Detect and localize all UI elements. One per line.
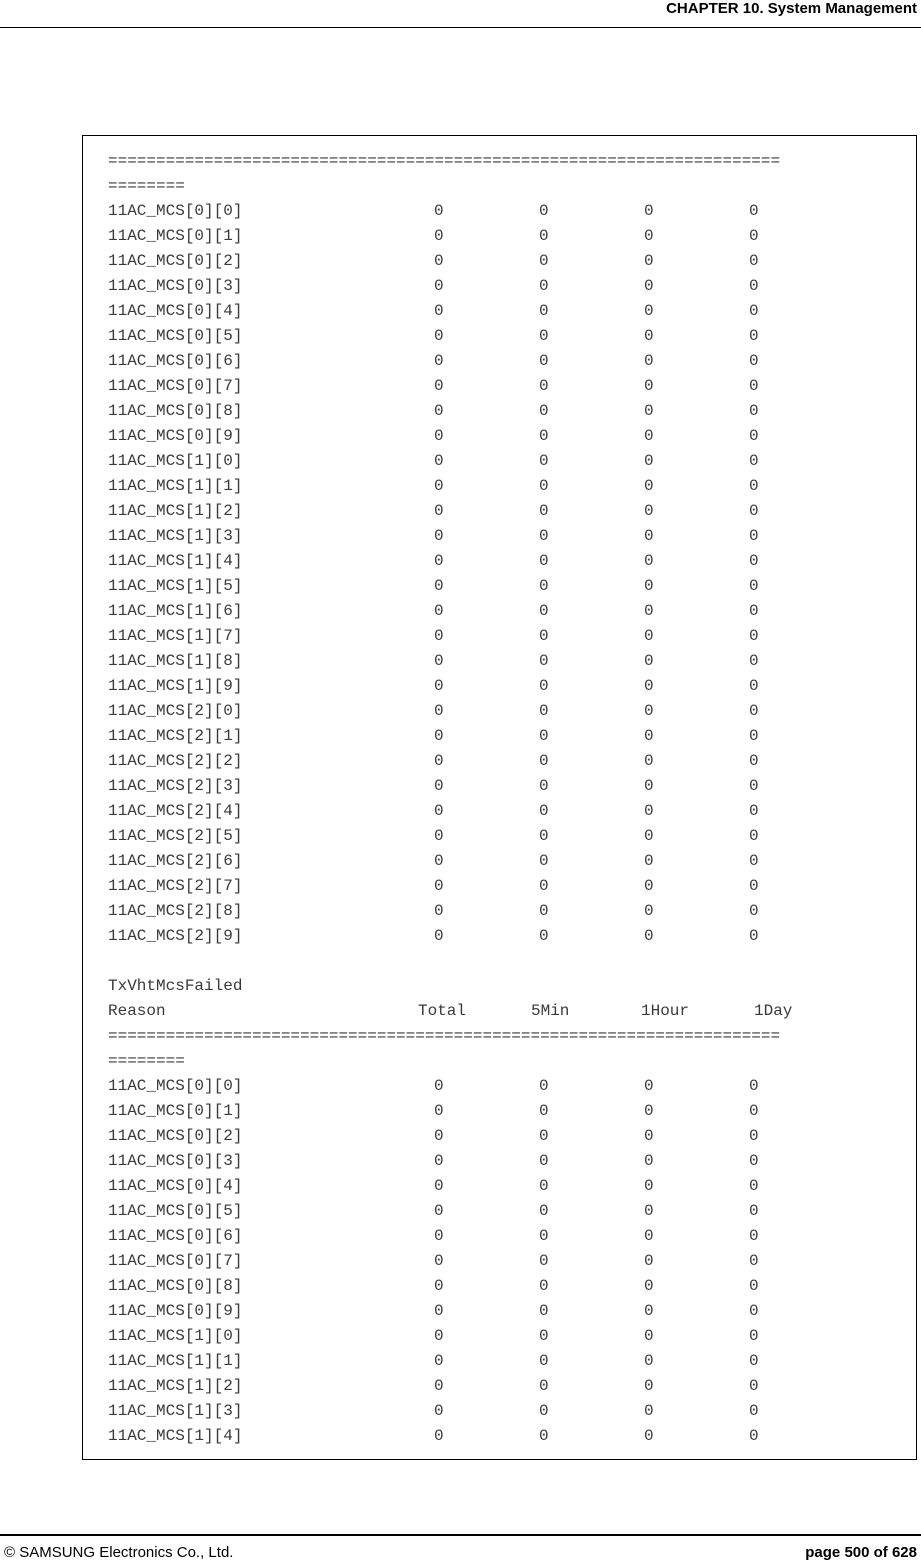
copyright-text: © SAMSUNG Electronics Co., Ltd. <box>4 1544 234 1561</box>
row-1hour: 0 <box>644 1077 654 1095</box>
stat-row <box>108 1299 780 1324</box>
stat-row <box>108 524 780 549</box>
row-total: 0 <box>434 702 444 720</box>
stat-row <box>108 1374 780 1399</box>
row-label: 11AC_MCS[2][4] <box>108 802 243 820</box>
row-1day: 0 <box>749 677 759 695</box>
row-label: 11AC_MCS[1][2] <box>108 1377 243 1395</box>
row-label: 11AC_MCS[1][1] <box>108 477 243 495</box>
row-1day: 0 <box>749 477 759 495</box>
row-label: 11AC_MCS[2][1] <box>108 727 243 745</box>
row-1hour: 0 <box>644 1152 654 1170</box>
stat-row <box>108 1149 780 1174</box>
row-5min: 0 <box>539 402 549 420</box>
row-5min: 0 <box>539 302 549 320</box>
stat-row <box>108 399 780 424</box>
stat-row <box>108 799 780 824</box>
stat-row <box>108 699 780 724</box>
row-1day: 0 <box>749 1102 759 1120</box>
stat-row <box>108 199 780 224</box>
row-1day: 0 <box>749 277 759 295</box>
row-5min: 0 <box>539 802 549 820</box>
row-label: 11AC_MCS[0][1] <box>108 227 243 245</box>
row-5min: 0 <box>539 1077 549 1095</box>
row-label: 11AC_MCS[1][1] <box>108 1352 243 1370</box>
row-5min: 0 <box>539 202 549 220</box>
page-header <box>0 0 921 28</box>
stat-row <box>108 1099 780 1124</box>
row-1hour: 0 <box>644 452 654 470</box>
row-label: 11AC_MCS[0][5] <box>108 1202 243 1220</box>
row-total: 0 <box>434 1152 444 1170</box>
row-1day: 0 <box>749 302 759 320</box>
row-1day: 0 <box>749 702 759 720</box>
stat-row <box>108 1074 780 1099</box>
section1-rows <box>108 199 780 949</box>
row-label: 11AC_MCS[0][3] <box>108 277 243 295</box>
row-1day: 0 <box>749 1427 759 1445</box>
row-total: 0 <box>434 552 444 570</box>
row-1day: 0 <box>749 1402 759 1420</box>
stat-row <box>108 1124 780 1149</box>
row-total: 0 <box>434 277 444 295</box>
stat-row <box>108 499 780 524</box>
stat-row <box>108 474 780 499</box>
row-1hour: 0 <box>644 1402 654 1420</box>
row-label: 11AC_MCS[2][5] <box>108 827 243 845</box>
row-5min: 0 <box>539 1252 549 1270</box>
row-5min: 0 <box>539 477 549 495</box>
row-1hour: 0 <box>644 827 654 845</box>
row-5min: 0 <box>539 927 549 945</box>
row-1hour: 0 <box>644 377 654 395</box>
stat-row <box>108 649 780 674</box>
row-1hour: 0 <box>644 402 654 420</box>
row-total: 0 <box>434 727 444 745</box>
stat-row <box>108 574 780 599</box>
section2-title: TxVhtMcsFailed <box>108 977 243 995</box>
row-label: 11AC_MCS[0][6] <box>108 352 243 370</box>
row-label: 11AC_MCS[2][0] <box>108 702 243 720</box>
row-total: 0 <box>434 402 444 420</box>
row-5min: 0 <box>539 1352 549 1370</box>
row-total: 0 <box>434 1227 444 1245</box>
row-label: 11AC_MCS[0][7] <box>108 377 243 395</box>
row-5min: 0 <box>539 652 549 670</box>
separator-line-wrap: ======== <box>108 177 185 195</box>
row-1day: 0 <box>749 1202 759 1220</box>
section2-column-header <box>108 999 793 1024</box>
row-1day: 0 <box>749 1177 759 1195</box>
row-total: 0 <box>434 1202 444 1220</box>
row-1hour: 0 <box>644 1177 654 1195</box>
row-label: 11AC_MCS[0][8] <box>108 402 243 420</box>
header-1hour: 1Hour <box>641 1002 690 1020</box>
row-1hour: 0 <box>644 1227 654 1245</box>
row-total: 0 <box>434 202 444 220</box>
row-label: 11AC_MCS[0][3] <box>108 1152 243 1170</box>
row-5min: 0 <box>539 702 549 720</box>
row-1hour: 0 <box>644 1252 654 1270</box>
stat-row <box>108 774 780 799</box>
row-total: 0 <box>434 427 444 445</box>
row-1day: 0 <box>749 252 759 270</box>
row-total: 0 <box>434 1102 444 1120</box>
row-1day: 0 <box>749 452 759 470</box>
row-1day: 0 <box>749 577 759 595</box>
row-total: 0 <box>434 877 444 895</box>
row-1day: 0 <box>749 827 759 845</box>
row-1hour: 0 <box>644 1327 654 1345</box>
row-1day: 0 <box>749 1302 759 1320</box>
stat-row <box>108 374 780 399</box>
row-1day: 0 <box>749 502 759 520</box>
row-total: 0 <box>434 477 444 495</box>
row-1day: 0 <box>749 627 759 645</box>
row-label: 11AC_MCS[0][8] <box>108 1277 243 1295</box>
stat-row <box>108 449 780 474</box>
row-total: 0 <box>434 927 444 945</box>
stat-row <box>108 1424 780 1449</box>
header-reason: Reason <box>108 1002 166 1020</box>
row-1hour: 0 <box>644 802 654 820</box>
header-total: Total <box>418 1002 467 1020</box>
row-1hour: 0 <box>644 1352 654 1370</box>
row-1day: 0 <box>749 552 759 570</box>
row-1day: 0 <box>749 227 759 245</box>
row-total: 0 <box>434 1302 444 1320</box>
row-1hour: 0 <box>644 852 654 870</box>
row-label: 11AC_MCS[0][0] <box>108 202 243 220</box>
row-total: 0 <box>434 627 444 645</box>
row-label: 11AC_MCS[2][3] <box>108 777 243 795</box>
row-1hour: 0 <box>644 327 654 345</box>
stat-row <box>108 424 780 449</box>
row-5min: 0 <box>539 452 549 470</box>
row-1day: 0 <box>749 927 759 945</box>
row-total: 0 <box>434 1077 444 1095</box>
row-5min: 0 <box>539 627 549 645</box>
row-total: 0 <box>434 577 444 595</box>
row-total: 0 <box>434 502 444 520</box>
row-total: 0 <box>434 652 444 670</box>
row-label: 11AC_MCS[2][9] <box>108 927 243 945</box>
row-1day: 0 <box>749 877 759 895</box>
row-5min: 0 <box>539 677 549 695</box>
row-1day: 0 <box>749 427 759 445</box>
row-total: 0 <box>434 1277 444 1295</box>
row-total: 0 <box>434 327 444 345</box>
row-total: 0 <box>434 527 444 545</box>
row-5min: 0 <box>539 827 549 845</box>
row-5min: 0 <box>539 352 549 370</box>
stat-row <box>108 874 780 899</box>
stat-row <box>108 549 780 574</box>
row-total: 0 <box>434 377 444 395</box>
row-5min: 0 <box>539 852 549 870</box>
stat-row <box>108 899 780 924</box>
row-1hour: 0 <box>644 777 654 795</box>
row-5min: 0 <box>539 727 549 745</box>
row-1day: 0 <box>749 1227 759 1245</box>
row-label: 11AC_MCS[0][5] <box>108 327 243 345</box>
row-total: 0 <box>434 1127 444 1145</box>
row-1day: 0 <box>749 527 759 545</box>
row-5min: 0 <box>539 1152 549 1170</box>
row-1hour: 0 <box>644 277 654 295</box>
row-total: 0 <box>434 352 444 370</box>
row-total: 0 <box>434 252 444 270</box>
row-1day: 0 <box>749 1327 759 1345</box>
separator-line: ====================================================================== <box>108 1027 781 1045</box>
stat-row <box>108 824 780 849</box>
row-5min: 0 <box>539 327 549 345</box>
row-total: 0 <box>434 1427 444 1445</box>
stat-row <box>108 1199 780 1224</box>
row-1day: 0 <box>749 327 759 345</box>
row-total: 0 <box>434 827 444 845</box>
stat-row <box>108 1274 780 1299</box>
row-5min: 0 <box>539 552 549 570</box>
row-1day: 0 <box>749 777 759 795</box>
row-1day: 0 <box>749 802 759 820</box>
row-5min: 0 <box>539 1202 549 1220</box>
row-total: 0 <box>434 227 444 245</box>
stat-row <box>108 1174 780 1199</box>
row-label: 11AC_MCS[0][1] <box>108 1102 243 1120</box>
row-5min: 0 <box>539 1127 549 1145</box>
stat-row <box>108 1324 780 1349</box>
row-label: 11AC_MCS[0][0] <box>108 1077 243 1095</box>
row-total: 0 <box>434 452 444 470</box>
stat-row <box>108 224 780 249</box>
row-1hour: 0 <box>644 677 654 695</box>
row-1day: 0 <box>749 602 759 620</box>
row-1hour: 0 <box>644 727 654 745</box>
row-1day: 0 <box>749 1077 759 1095</box>
row-total: 0 <box>434 302 444 320</box>
row-label: 11AC_MCS[1][6] <box>108 602 243 620</box>
row-label: 11AC_MCS[0][9] <box>108 427 243 445</box>
row-label: 11AC_MCS[1][8] <box>108 652 243 670</box>
row-5min: 0 <box>539 1402 549 1420</box>
row-label: 11AC_MCS[1][9] <box>108 677 243 695</box>
row-1hour: 0 <box>644 527 654 545</box>
row-total: 0 <box>434 1352 444 1370</box>
row-1hour: 0 <box>644 902 654 920</box>
row-1day: 0 <box>749 352 759 370</box>
page-footer <box>0 1534 921 1567</box>
header-1day: 1Day <box>754 1002 793 1020</box>
row-label: 11AC_MCS[1][5] <box>108 577 243 595</box>
stat-row <box>108 924 780 949</box>
row-1hour: 0 <box>644 602 654 620</box>
row-total: 0 <box>434 852 444 870</box>
row-1day: 0 <box>749 652 759 670</box>
row-total: 0 <box>434 802 444 820</box>
stat-row <box>108 849 780 874</box>
row-1hour: 0 <box>644 202 654 220</box>
row-label: 11AC_MCS[1][3] <box>108 1402 243 1420</box>
separator-line: ====================================================================== <box>108 152 781 170</box>
row-label: 11AC_MCS[0][4] <box>108 1177 243 1195</box>
row-5min: 0 <box>539 1177 549 1195</box>
stat-row <box>108 599 780 624</box>
stat-row <box>108 1399 780 1424</box>
stat-row <box>108 1249 780 1274</box>
row-5min: 0 <box>539 777 549 795</box>
row-5min: 0 <box>539 602 549 620</box>
separator-line-wrap: ======== <box>108 1052 185 1070</box>
row-1day: 0 <box>749 377 759 395</box>
row-5min: 0 <box>539 1327 549 1345</box>
row-1hour: 0 <box>644 252 654 270</box>
row-5min: 0 <box>539 902 549 920</box>
row-5min: 0 <box>539 1277 549 1295</box>
row-label: 11AC_MCS[1][7] <box>108 627 243 645</box>
row-1hour: 0 <box>644 752 654 770</box>
row-label: 11AC_MCS[0][7] <box>108 1252 243 1270</box>
stat-row <box>108 724 780 749</box>
row-total: 0 <box>434 777 444 795</box>
row-label: 11AC_MCS[0][4] <box>108 302 243 320</box>
row-1hour: 0 <box>644 477 654 495</box>
row-5min: 0 <box>539 502 549 520</box>
row-total: 0 <box>434 1327 444 1345</box>
row-5min: 0 <box>539 1302 549 1320</box>
row-1day: 0 <box>749 1352 759 1370</box>
row-label: 11AC_MCS[1][2] <box>108 502 243 520</box>
row-total: 0 <box>434 1402 444 1420</box>
row-5min: 0 <box>539 1427 549 1445</box>
code-listing <box>108 149 793 1449</box>
row-label: 11AC_MCS[1][0] <box>108 1327 243 1345</box>
row-label: 11AC_MCS[1][3] <box>108 527 243 545</box>
row-1hour: 0 <box>644 1102 654 1120</box>
row-5min: 0 <box>539 577 549 595</box>
row-1day: 0 <box>749 1277 759 1295</box>
stat-row <box>108 624 780 649</box>
row-1hour: 0 <box>644 652 654 670</box>
row-5min: 0 <box>539 277 549 295</box>
row-label: 11AC_MCS[1][4] <box>108 552 243 570</box>
row-1day: 0 <box>749 902 759 920</box>
row-label: 11AC_MCS[2][2] <box>108 752 243 770</box>
header-5min: 5Min <box>531 1002 570 1020</box>
row-5min: 0 <box>539 427 549 445</box>
row-label: 11AC_MCS[1][4] <box>108 1427 243 1445</box>
row-1day: 0 <box>749 1127 759 1145</box>
row-total: 0 <box>434 752 444 770</box>
row-1hour: 0 <box>644 227 654 245</box>
stat-row <box>108 299 780 324</box>
chapter-title: CHAPTER 10. System Management <box>666 0 917 17</box>
row-total: 0 <box>434 602 444 620</box>
row-1hour: 0 <box>644 1302 654 1320</box>
stat-row <box>108 249 780 274</box>
row-1day: 0 <box>749 752 759 770</box>
row-total: 0 <box>434 1377 444 1395</box>
row-1hour: 0 <box>644 1277 654 1295</box>
row-5min: 0 <box>539 877 549 895</box>
row-1hour: 0 <box>644 352 654 370</box>
stat-row <box>108 349 780 374</box>
row-total: 0 <box>434 1177 444 1195</box>
stat-row <box>108 324 780 349</box>
stat-row <box>108 1224 780 1249</box>
row-label: 11AC_MCS[0][2] <box>108 1127 243 1145</box>
row-5min: 0 <box>539 752 549 770</box>
row-1hour: 0 <box>644 1202 654 1220</box>
row-1hour: 0 <box>644 627 654 645</box>
row-5min: 0 <box>539 1102 549 1120</box>
row-1hour: 0 <box>644 1377 654 1395</box>
stat-row <box>108 749 780 774</box>
section2-rows <box>108 1074 780 1449</box>
row-label: 11AC_MCS[2][6] <box>108 852 243 870</box>
row-5min: 0 <box>539 527 549 545</box>
blank-line <box>108 949 780 974</box>
row-1hour: 0 <box>644 302 654 320</box>
row-label: 11AC_MCS[1][0] <box>108 452 243 470</box>
row-1hour: 0 <box>644 1127 654 1145</box>
row-5min: 0 <box>539 1227 549 1245</box>
row-1day: 0 <box>749 1152 759 1170</box>
row-total: 0 <box>434 1252 444 1270</box>
row-1day: 0 <box>749 1252 759 1270</box>
row-label: 11AC_MCS[2][7] <box>108 877 243 895</box>
row-1hour: 0 <box>644 927 654 945</box>
row-1hour: 0 <box>644 577 654 595</box>
row-label: 11AC_MCS[0][2] <box>108 252 243 270</box>
row-label: 11AC_MCS[0][6] <box>108 1227 243 1245</box>
stat-row <box>108 1349 780 1374</box>
row-1hour: 0 <box>644 1427 654 1445</box>
page-number: page 500 of 628 <box>805 1544 917 1561</box>
code-listing-box <box>82 135 917 1460</box>
row-1hour: 0 <box>644 702 654 720</box>
row-1hour: 0 <box>644 502 654 520</box>
row-5min: 0 <box>539 252 549 270</box>
row-1hour: 0 <box>644 877 654 895</box>
row-total: 0 <box>434 677 444 695</box>
row-1day: 0 <box>749 727 759 745</box>
row-1hour: 0 <box>644 552 654 570</box>
row-label: 11AC_MCS[2][8] <box>108 902 243 920</box>
row-1hour: 0 <box>644 427 654 445</box>
row-label: 11AC_MCS[0][9] <box>108 1302 243 1320</box>
row-total: 0 <box>434 902 444 920</box>
row-1day: 0 <box>749 852 759 870</box>
row-1day: 0 <box>749 402 759 420</box>
row-5min: 0 <box>539 1377 549 1395</box>
row-5min: 0 <box>539 227 549 245</box>
stat-row <box>108 274 780 299</box>
row-1day: 0 <box>749 1377 759 1395</box>
stat-row <box>108 674 780 699</box>
row-1day: 0 <box>749 202 759 220</box>
row-5min: 0 <box>539 377 549 395</box>
